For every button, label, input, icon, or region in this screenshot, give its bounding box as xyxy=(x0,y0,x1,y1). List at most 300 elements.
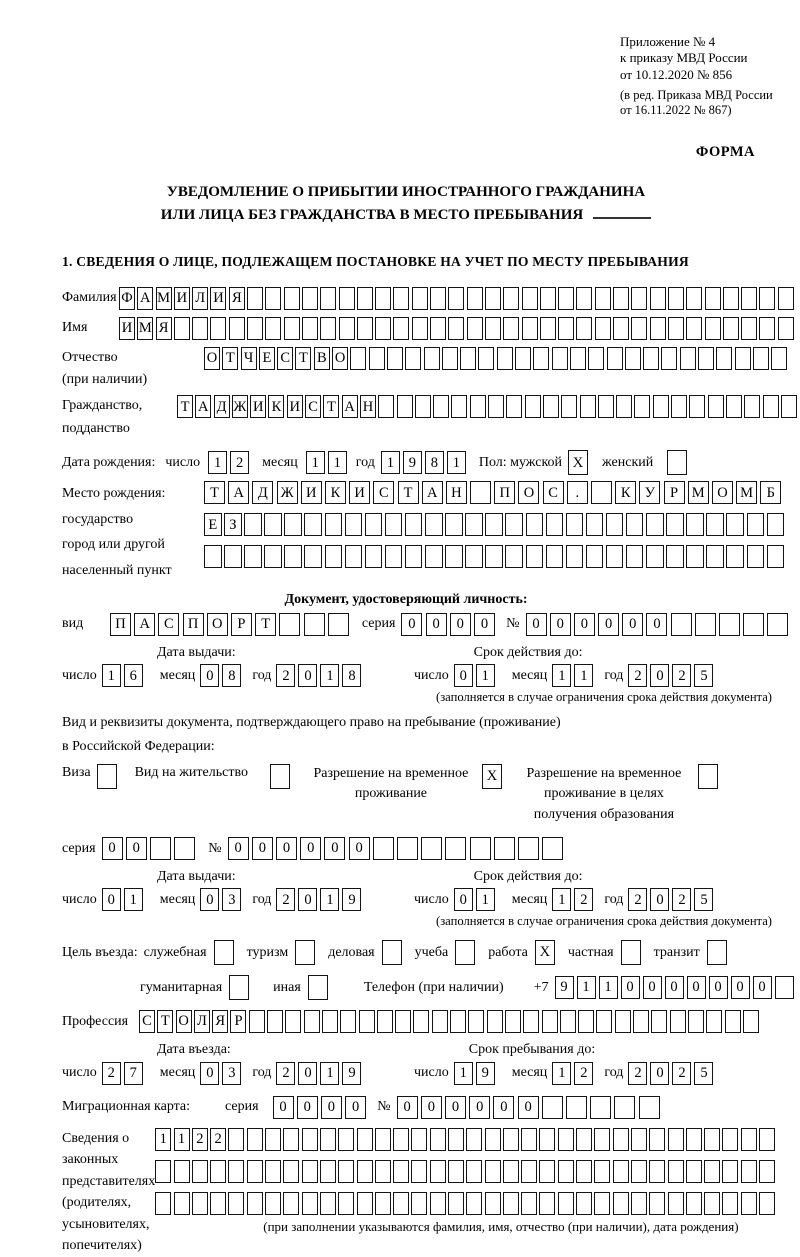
char-cell[interactable] xyxy=(412,287,428,310)
char-cell[interactable]: Л xyxy=(192,287,208,310)
char-cell[interactable]: С xyxy=(305,395,321,418)
char-cell[interactable] xyxy=(539,1128,555,1151)
char-cell[interactable] xyxy=(741,1192,757,1215)
char-cell[interactable] xyxy=(415,395,431,418)
char-cell[interactable] xyxy=(432,1010,448,1033)
char-cell[interactable] xyxy=(735,347,751,370)
visa-checkbox[interactable] xyxy=(97,764,117,789)
char-cell[interactable] xyxy=(767,613,788,636)
char-cell[interactable] xyxy=(631,317,647,340)
char-cell[interactable]: 0 xyxy=(445,1096,466,1119)
char-cell[interactable] xyxy=(340,1010,356,1033)
char-cell[interactable]: 1 xyxy=(306,451,325,474)
char-cell[interactable]: А xyxy=(195,395,211,418)
char-cell[interactable] xyxy=(430,317,446,340)
char-cell[interactable]: 5 xyxy=(694,664,713,687)
char-cell[interactable]: И xyxy=(250,395,266,418)
char-cell[interactable]: 0 xyxy=(646,613,667,636)
char-cell[interactable]: Д xyxy=(252,481,273,504)
char-cell[interactable]: А xyxy=(228,481,249,504)
char-cell[interactable]: 2 xyxy=(276,664,295,687)
char-cell[interactable] xyxy=(320,1192,336,1215)
char-cell[interactable] xyxy=(523,1010,539,1033)
char-cell[interactable] xyxy=(708,395,724,418)
char-cell[interactable] xyxy=(598,395,614,418)
char-cell[interactable] xyxy=(405,545,423,568)
char-cell[interactable] xyxy=(506,395,522,418)
char-cell[interactable] xyxy=(375,1192,391,1215)
char-cell[interactable]: О xyxy=(518,481,539,504)
char-cell[interactable] xyxy=(661,347,677,370)
char-cell[interactable] xyxy=(668,1128,684,1151)
char-cell[interactable] xyxy=(264,513,282,536)
char-cell[interactable]: 0 xyxy=(102,888,121,911)
char-cell[interactable]: Т xyxy=(323,395,339,418)
char-cell[interactable] xyxy=(279,613,300,636)
purpose-private-checkbox[interactable] xyxy=(621,940,641,965)
char-cell[interactable]: 0 xyxy=(200,1062,219,1085)
char-cell[interactable]: М xyxy=(137,317,153,340)
char-cell[interactable] xyxy=(283,1128,299,1151)
char-cell[interactable]: П xyxy=(183,613,204,636)
char-cell[interactable] xyxy=(743,613,764,636)
char-cell[interactable]: 0 xyxy=(454,888,473,911)
char-cell[interactable] xyxy=(485,1192,501,1215)
char-cell[interactable] xyxy=(560,1010,576,1033)
char-cell[interactable]: П xyxy=(110,613,131,636)
char-cell[interactable] xyxy=(633,1010,649,1033)
char-cell[interactable] xyxy=(716,347,732,370)
char-cell[interactable] xyxy=(646,513,664,536)
char-cell[interactable]: 2 xyxy=(628,888,647,911)
char-cell[interactable]: 0 xyxy=(300,837,321,860)
char-cell[interactable] xyxy=(411,1128,427,1151)
char-cell[interactable] xyxy=(413,1010,429,1033)
char-cell[interactable] xyxy=(377,1010,393,1033)
char-cell[interactable] xyxy=(643,347,659,370)
char-cell[interactable]: С xyxy=(373,481,394,504)
char-cell[interactable] xyxy=(515,347,531,370)
char-cell[interactable]: Т xyxy=(255,613,276,636)
char-cell[interactable]: Т xyxy=(204,481,225,504)
char-cell[interactable] xyxy=(522,287,538,310)
char-cell[interactable] xyxy=(726,513,744,536)
char-cell[interactable]: 2 xyxy=(230,451,249,474)
char-cell[interactable]: К xyxy=(325,481,346,504)
purpose-humanitarian-checkbox[interactable] xyxy=(229,975,249,1000)
char-cell[interactable] xyxy=(546,513,564,536)
char-cell[interactable] xyxy=(244,545,262,568)
char-cell[interactable] xyxy=(566,1096,587,1119)
char-cell[interactable] xyxy=(686,513,704,536)
char-cell[interactable]: 1 xyxy=(102,664,121,687)
char-cell[interactable]: С xyxy=(139,1010,155,1033)
char-cell[interactable] xyxy=(759,317,775,340)
char-cell[interactable]: 0 xyxy=(252,837,273,860)
char-cell[interactable] xyxy=(478,347,494,370)
char-cell[interactable] xyxy=(613,317,629,340)
char-cell[interactable]: 0 xyxy=(665,976,684,999)
char-cell[interactable]: 2 xyxy=(192,1128,208,1151)
char-cell[interactable] xyxy=(686,545,704,568)
char-cell[interactable] xyxy=(558,1128,574,1151)
char-cell[interactable] xyxy=(706,513,724,536)
char-cell[interactable] xyxy=(668,317,684,340)
char-cell[interactable] xyxy=(747,545,765,568)
char-cell[interactable]: 0 xyxy=(753,976,772,999)
char-cell[interactable] xyxy=(285,1010,301,1033)
char-cell[interactable] xyxy=(320,317,336,340)
char-cell[interactable] xyxy=(430,1192,446,1215)
char-cell[interactable] xyxy=(365,545,383,568)
char-cell[interactable]: Я xyxy=(156,317,172,340)
char-cell[interactable]: З xyxy=(224,513,242,536)
char-cell[interactable] xyxy=(494,837,515,860)
char-cell[interactable] xyxy=(451,395,467,418)
char-cell[interactable]: 0 xyxy=(598,613,619,636)
char-cell[interactable]: О xyxy=(204,347,220,370)
char-cell[interactable]: 2 xyxy=(276,1062,295,1085)
char-cell[interactable] xyxy=(526,513,544,536)
char-cell[interactable] xyxy=(320,1128,336,1151)
char-cell[interactable] xyxy=(649,1128,665,1151)
char-cell[interactable] xyxy=(485,1128,501,1151)
char-cell[interactable] xyxy=(540,317,556,340)
char-cell[interactable] xyxy=(503,1192,519,1215)
char-cell[interactable]: А xyxy=(422,481,443,504)
char-cell[interactable] xyxy=(595,287,611,310)
char-cell[interactable] xyxy=(338,1128,354,1151)
char-cell[interactable] xyxy=(741,317,757,340)
char-cell[interactable]: А xyxy=(342,395,358,418)
char-cell[interactable]: 1 xyxy=(124,888,143,911)
char-cell[interactable] xyxy=(445,837,466,860)
char-cell[interactable]: 0 xyxy=(454,664,473,687)
char-cell[interactable] xyxy=(467,317,483,340)
char-cell[interactable] xyxy=(397,395,413,418)
char-cell[interactable] xyxy=(465,545,483,568)
char-cell[interactable]: Л xyxy=(194,1010,210,1033)
char-cell[interactable]: Н xyxy=(446,481,467,504)
char-cell[interactable] xyxy=(570,347,586,370)
char-cell[interactable] xyxy=(357,1128,373,1151)
char-cell[interactable] xyxy=(503,1128,519,1151)
char-cell[interactable] xyxy=(264,545,282,568)
char-cell[interactable] xyxy=(373,837,394,860)
char-cell[interactable] xyxy=(566,545,584,568)
char-cell[interactable] xyxy=(339,317,355,340)
purpose-transit-checkbox[interactable] xyxy=(707,940,727,965)
char-cell[interactable] xyxy=(580,395,596,418)
char-cell[interactable]: 1 xyxy=(328,451,347,474)
char-cell[interactable]: 0 xyxy=(643,976,662,999)
char-cell[interactable]: К xyxy=(615,481,636,504)
char-cell[interactable] xyxy=(521,1192,537,1215)
char-cell[interactable] xyxy=(631,1192,647,1215)
char-cell[interactable] xyxy=(395,1010,411,1033)
char-cell[interactable] xyxy=(485,545,503,568)
purpose-commercial-checkbox[interactable] xyxy=(382,940,402,965)
char-cell[interactable] xyxy=(357,287,373,310)
char-cell[interactable]: 1 xyxy=(476,888,495,911)
char-cell[interactable] xyxy=(576,1192,592,1215)
char-cell[interactable]: 0 xyxy=(450,613,471,636)
char-cell[interactable] xyxy=(542,1010,558,1033)
char-cell[interactable] xyxy=(753,347,769,370)
char-cell[interactable]: 8 xyxy=(425,451,444,474)
char-cell[interactable]: 1 xyxy=(476,664,495,687)
char-cell[interactable] xyxy=(265,1128,281,1151)
char-cell[interactable]: 1 xyxy=(552,1062,571,1085)
char-cell[interactable] xyxy=(505,1010,521,1033)
char-cell[interactable] xyxy=(594,1128,610,1151)
char-cell[interactable] xyxy=(284,287,300,310)
char-cell[interactable]: О xyxy=(332,347,348,370)
char-cell[interactable] xyxy=(385,513,403,536)
char-cell[interactable]: 2 xyxy=(574,888,593,911)
char-cell[interactable]: 1 xyxy=(320,888,339,911)
sex-male-checkbox[interactable]: X xyxy=(568,450,588,475)
char-cell[interactable]: 2 xyxy=(628,664,647,687)
char-cell[interactable]: 0 xyxy=(200,888,219,911)
char-cell[interactable] xyxy=(771,347,787,370)
purpose-work-checkbox[interactable]: X xyxy=(535,940,555,965)
char-cell[interactable]: Р xyxy=(230,1010,246,1033)
char-cell[interactable]: И xyxy=(210,287,226,310)
char-cell[interactable]: 0 xyxy=(518,1096,539,1119)
char-cell[interactable]: 0 xyxy=(709,976,728,999)
char-cell[interactable]: 9 xyxy=(342,1062,361,1085)
char-cell[interactable]: 8 xyxy=(222,664,241,687)
char-cell[interactable] xyxy=(723,287,739,310)
char-cell[interactable] xyxy=(411,1192,427,1215)
char-cell[interactable] xyxy=(743,1010,759,1033)
char-cell[interactable] xyxy=(543,395,559,418)
char-cell[interactable] xyxy=(304,513,322,536)
char-cell[interactable] xyxy=(192,1192,208,1215)
char-cell[interactable] xyxy=(723,317,739,340)
char-cell[interactable] xyxy=(442,347,458,370)
char-cell[interactable] xyxy=(385,545,403,568)
char-cell[interactable] xyxy=(558,317,574,340)
char-cell[interactable] xyxy=(304,613,325,636)
char-cell[interactable] xyxy=(726,545,744,568)
char-cell[interactable]: 2 xyxy=(102,1062,121,1085)
residence-permit-checkbox[interactable] xyxy=(270,764,290,789)
char-cell[interactable] xyxy=(505,545,523,568)
char-cell[interactable] xyxy=(375,317,391,340)
char-cell[interactable]: 3 xyxy=(222,888,241,911)
char-cell[interactable]: В xyxy=(314,347,330,370)
char-cell[interactable] xyxy=(651,1010,667,1033)
char-cell[interactable] xyxy=(328,613,349,636)
char-cell[interactable] xyxy=(265,287,281,310)
char-cell[interactable] xyxy=(706,1010,722,1033)
char-cell[interactable] xyxy=(695,613,716,636)
char-cell[interactable]: 0 xyxy=(574,613,595,636)
char-cell[interactable] xyxy=(393,1192,409,1215)
char-cell[interactable] xyxy=(467,287,483,310)
char-cell[interactable]: 0 xyxy=(297,1096,318,1119)
char-cell[interactable]: 1 xyxy=(320,664,339,687)
char-cell[interactable]: 0 xyxy=(102,837,123,860)
purpose-business-checkbox[interactable] xyxy=(214,940,234,965)
char-cell[interactable] xyxy=(689,395,705,418)
char-cell[interactable]: 6 xyxy=(124,664,143,687)
char-cell[interactable] xyxy=(552,347,568,370)
char-cell[interactable] xyxy=(521,1128,537,1151)
char-cell[interactable]: 0 xyxy=(650,1062,669,1085)
char-cell[interactable] xyxy=(375,287,391,310)
char-cell[interactable] xyxy=(350,347,366,370)
char-cell[interactable] xyxy=(704,1128,720,1151)
char-cell[interactable] xyxy=(325,545,343,568)
char-cell[interactable] xyxy=(518,837,539,860)
char-cell[interactable]: 9 xyxy=(403,451,422,474)
char-cell[interactable] xyxy=(670,1010,686,1033)
char-cell[interactable]: К xyxy=(268,395,284,418)
char-cell[interactable]: Е xyxy=(204,513,222,536)
char-cell[interactable] xyxy=(470,837,491,860)
char-cell[interactable] xyxy=(586,513,604,536)
char-cell[interactable]: 0 xyxy=(731,976,750,999)
char-cell[interactable]: 1 xyxy=(208,451,227,474)
char-cell[interactable] xyxy=(302,1192,318,1215)
char-cell[interactable] xyxy=(466,1192,482,1215)
char-cell[interactable] xyxy=(430,1128,446,1151)
char-cell[interactable] xyxy=(778,287,794,310)
char-cell[interactable] xyxy=(249,1010,265,1033)
char-cell[interactable]: Ж xyxy=(277,481,298,504)
char-cell[interactable] xyxy=(228,1192,244,1215)
char-cell[interactable] xyxy=(487,1010,503,1033)
char-cell[interactable] xyxy=(634,395,650,418)
char-cell[interactable]: 0 xyxy=(650,664,669,687)
char-cell[interactable] xyxy=(759,287,775,310)
char-cell[interactable] xyxy=(631,1128,647,1151)
char-cell[interactable]: 1 xyxy=(155,1128,171,1151)
char-cell[interactable] xyxy=(320,287,336,310)
char-cell[interactable] xyxy=(741,1128,757,1151)
char-cell[interactable] xyxy=(304,1010,320,1033)
char-cell[interactable]: М xyxy=(156,287,172,310)
char-cell[interactable] xyxy=(284,545,302,568)
char-cell[interactable]: А xyxy=(137,287,153,310)
char-cell[interactable] xyxy=(722,1128,738,1151)
char-cell[interactable]: 0 xyxy=(687,976,706,999)
char-cell[interactable] xyxy=(686,287,702,310)
char-cell[interactable] xyxy=(503,287,519,310)
char-cell[interactable]: 0 xyxy=(474,613,495,636)
char-cell[interactable] xyxy=(615,1010,631,1033)
purpose-tourism-checkbox[interactable] xyxy=(295,940,315,965)
char-cell[interactable] xyxy=(767,513,785,536)
char-cell[interactable] xyxy=(775,976,794,999)
char-cell[interactable] xyxy=(576,1128,592,1151)
char-cell[interactable]: 9 xyxy=(342,888,361,911)
char-cell[interactable]: 0 xyxy=(298,1062,317,1085)
char-cell[interactable] xyxy=(228,1128,244,1151)
char-cell[interactable] xyxy=(631,287,647,310)
char-cell[interactable] xyxy=(626,545,644,568)
char-cell[interactable] xyxy=(445,513,463,536)
char-cell[interactable] xyxy=(613,287,629,310)
char-cell[interactable] xyxy=(393,287,409,310)
char-cell[interactable] xyxy=(590,1096,611,1119)
char-cell[interactable]: 2 xyxy=(672,1062,691,1085)
temp-residence-edu-checkbox[interactable] xyxy=(698,764,718,789)
char-cell[interactable]: 0 xyxy=(493,1096,514,1119)
char-cell[interactable] xyxy=(613,1128,629,1151)
char-cell[interactable]: Т xyxy=(398,481,419,504)
char-cell[interactable] xyxy=(668,1192,684,1215)
char-cell[interactable] xyxy=(616,395,632,418)
char-cell[interactable]: 1 xyxy=(454,1062,473,1085)
char-cell[interactable] xyxy=(613,1192,629,1215)
char-cell[interactable] xyxy=(686,1192,702,1215)
char-cell[interactable]: 1 xyxy=(552,888,571,911)
char-cell[interactable] xyxy=(283,1192,299,1215)
char-cell[interactable] xyxy=(540,287,556,310)
char-cell[interactable] xyxy=(526,545,544,568)
char-cell[interactable]: 2 xyxy=(628,1062,647,1085)
sex-female-checkbox[interactable] xyxy=(667,450,687,475)
char-cell[interactable] xyxy=(424,347,440,370)
char-cell[interactable] xyxy=(265,1192,281,1215)
char-cell[interactable] xyxy=(378,395,394,418)
char-cell[interactable] xyxy=(671,395,687,418)
char-cell[interactable] xyxy=(302,287,318,310)
char-cell[interactable] xyxy=(284,513,302,536)
char-cell[interactable] xyxy=(485,317,501,340)
char-cell[interactable]: П xyxy=(494,481,515,504)
char-cell[interactable] xyxy=(155,1192,171,1215)
char-cell[interactable]: 1 xyxy=(174,1128,190,1151)
char-cell[interactable]: 2 xyxy=(672,664,691,687)
char-cell[interactable] xyxy=(666,513,684,536)
char-cell[interactable] xyxy=(719,613,740,636)
char-cell[interactable] xyxy=(626,513,644,536)
char-cell[interactable]: М xyxy=(688,481,709,504)
char-cell[interactable]: 1 xyxy=(320,1062,339,1085)
char-cell[interactable]: И xyxy=(287,395,303,418)
char-cell[interactable] xyxy=(705,287,721,310)
char-cell[interactable] xyxy=(639,1096,660,1119)
char-cell[interactable] xyxy=(448,1128,464,1151)
char-cell[interactable] xyxy=(150,837,171,860)
char-cell[interactable] xyxy=(448,317,464,340)
char-cell[interactable]: Ж xyxy=(232,395,248,418)
char-cell[interactable]: 2 xyxy=(210,1128,226,1151)
char-cell[interactable]: 0 xyxy=(228,837,249,860)
char-cell[interactable] xyxy=(596,1010,612,1033)
char-cell[interactable]: М xyxy=(736,481,757,504)
char-cell[interactable]: Е xyxy=(259,347,275,370)
char-cell[interactable] xyxy=(763,395,779,418)
char-cell[interactable] xyxy=(625,347,641,370)
char-cell[interactable] xyxy=(425,545,443,568)
char-cell[interactable] xyxy=(247,287,263,310)
char-cell[interactable] xyxy=(614,1096,635,1119)
char-cell[interactable]: Б xyxy=(760,481,781,504)
char-cell[interactable] xyxy=(433,395,449,418)
char-cell[interactable] xyxy=(412,317,428,340)
char-cell[interactable] xyxy=(325,513,343,536)
char-cell[interactable] xyxy=(345,513,363,536)
char-cell[interactable] xyxy=(744,395,760,418)
char-cell[interactable] xyxy=(650,287,666,310)
char-cell[interactable] xyxy=(174,837,195,860)
